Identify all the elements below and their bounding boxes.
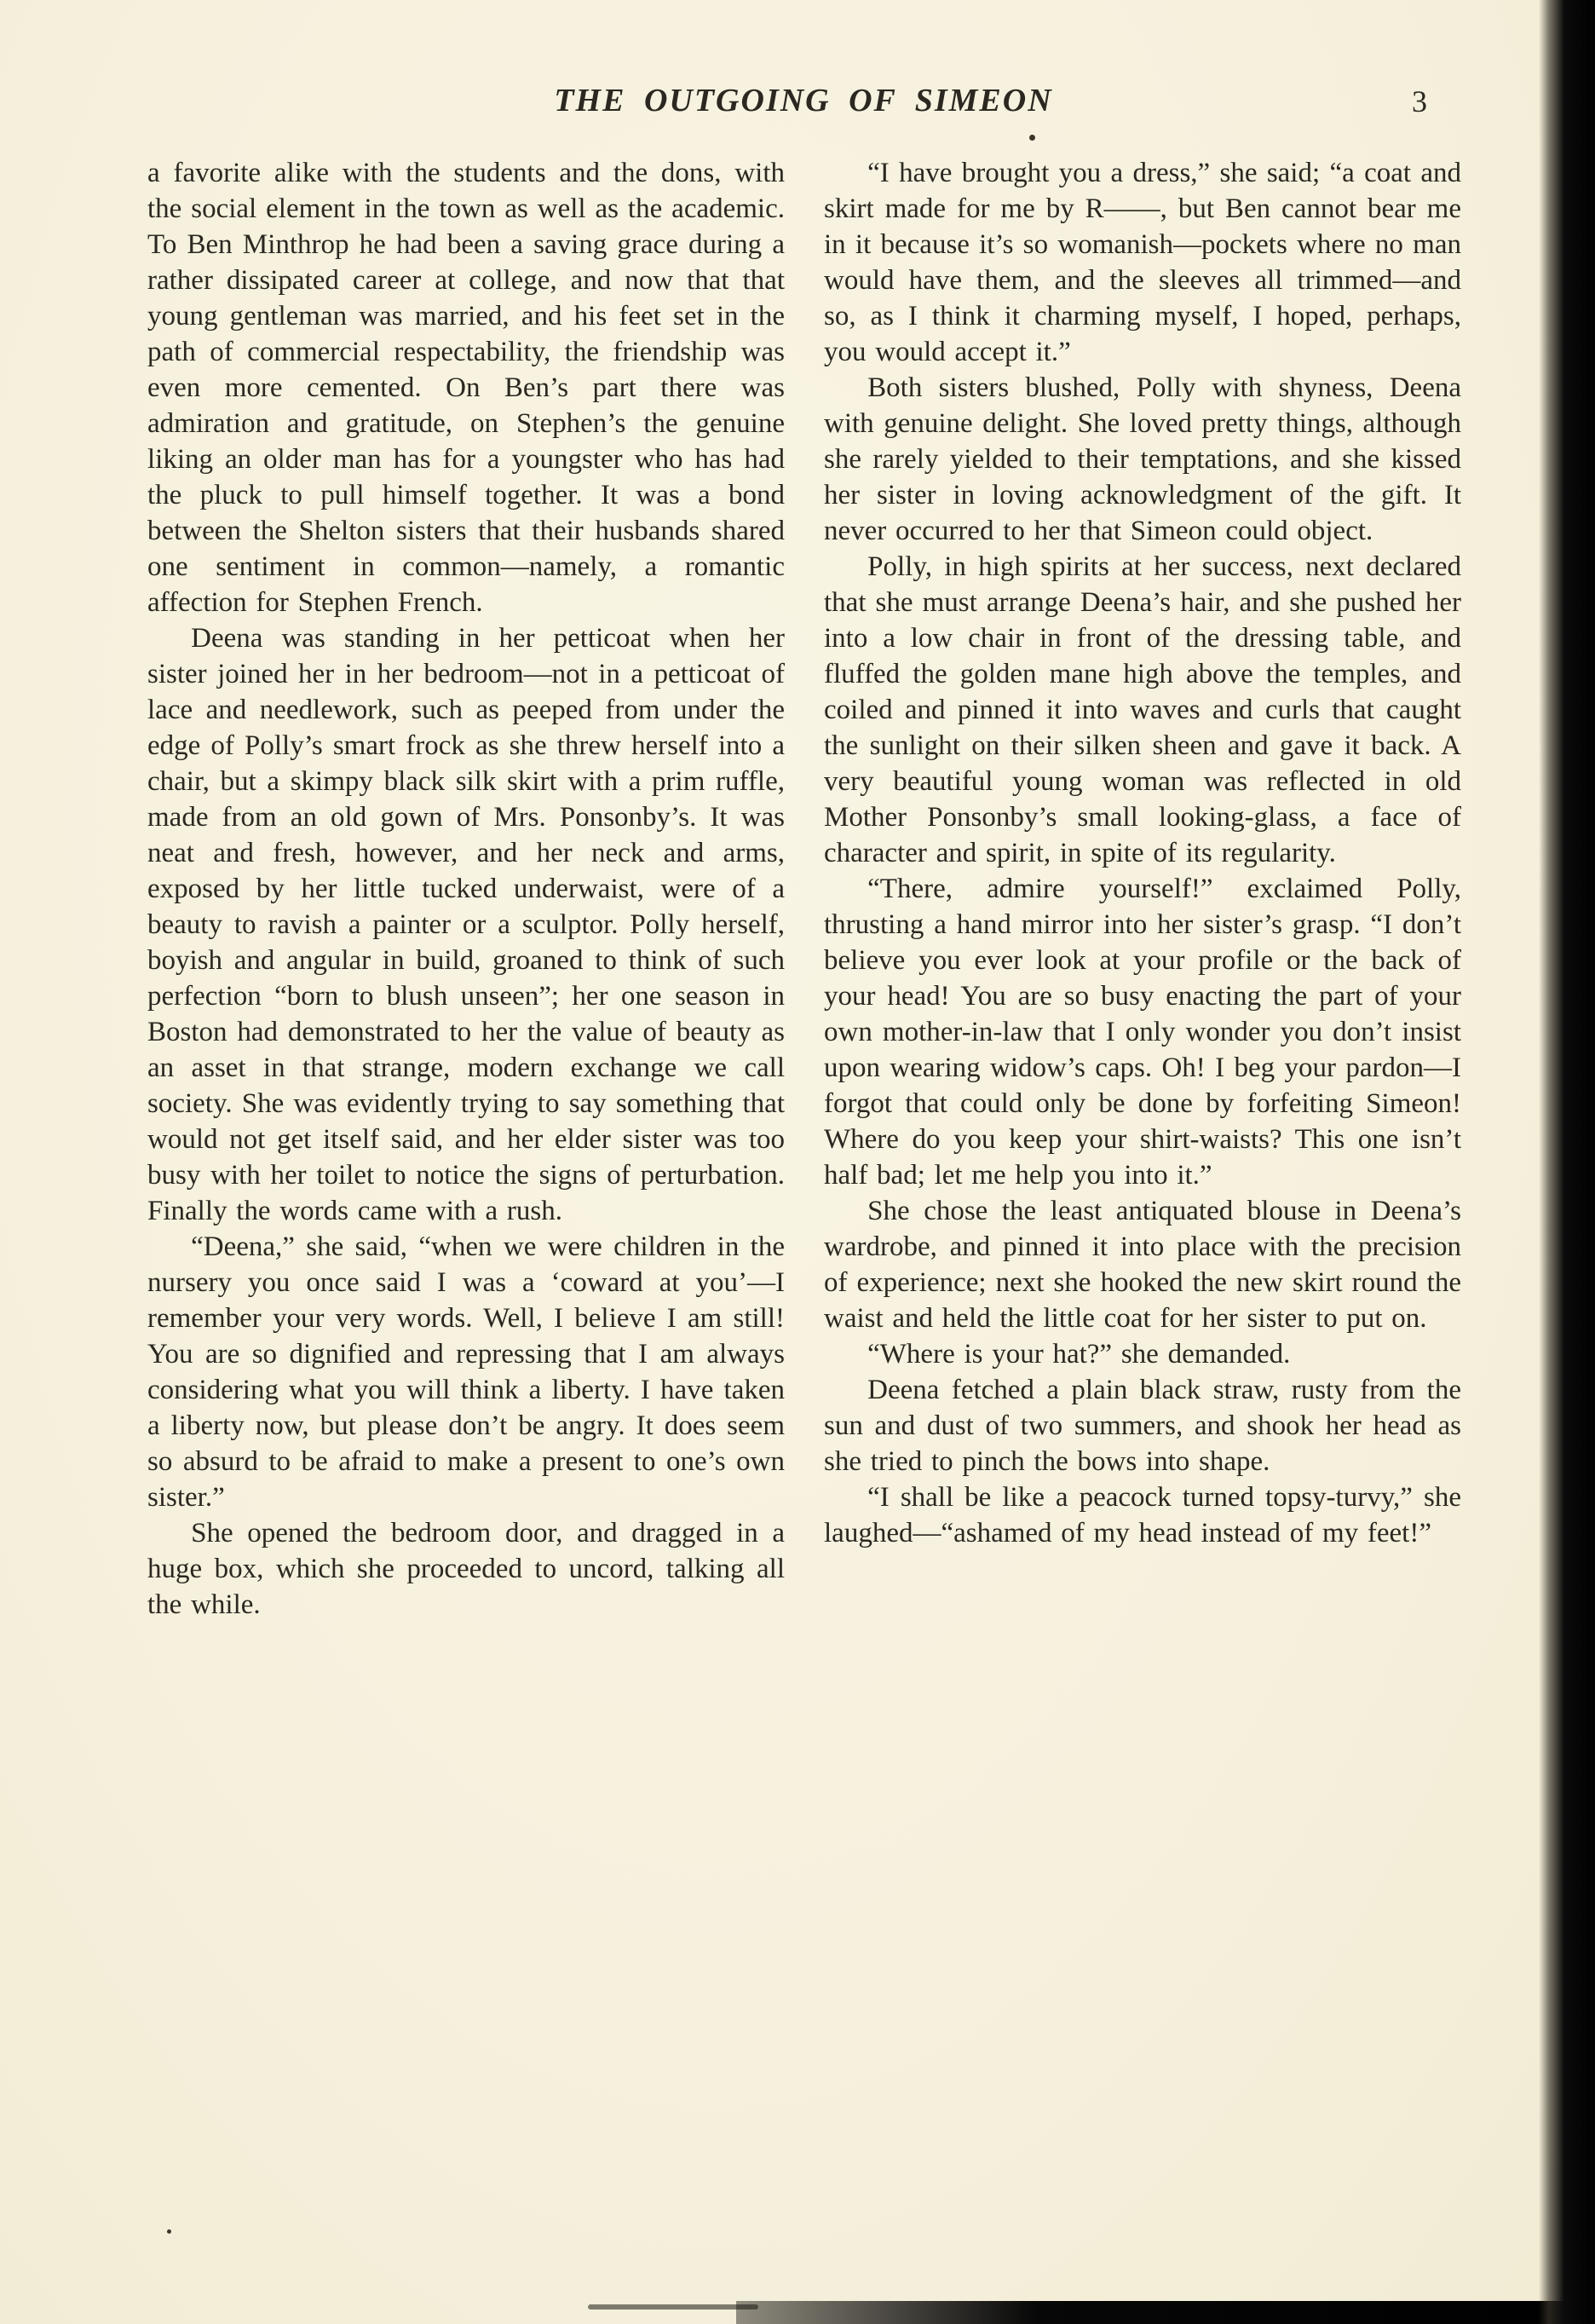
paragraph: She opened the bedroom door, and dragged in a huge box, which she proceeded to uncord, talking all the while. bbox=[147, 1518, 785, 1620]
paragraph: “Deena,” she said, “when we were children in the nursery you once said I was a ‘coward at you’—I remember your very words. Well, I believe I am still! You are so dignified and repressing that I am always considering what you will think a liberty. I have taken a liberty now, but please don’t be angry. It does seem so absurd to be afraid to make a present to one’s own sister.” bbox=[147, 1231, 785, 1513]
right-column bbox=[824, 155, 1461, 1623]
text-columns bbox=[147, 155, 1461, 1623]
scan-edge-bottom bbox=[736, 2301, 1595, 2324]
paragraph: Polly, in high spirits at her success, next declared that she must arrange Deena’s hair, and she pushed her into a low chair in front of the dressing table, and fluffed the golden mane high above the temples, and coiled and pinned it into waves and curls that caught the sunlight on their silken sheen and gave it back. A very beautiful young woman was reflected in old Mother Ponsonby’s small looking-glass, a face of character and spirit, in spite of its regularity. bbox=[824, 551, 1461, 868]
ink-dot-artifact bbox=[1029, 135, 1035, 141]
paragraph: “Where is your hat?” she demanded. bbox=[867, 1339, 1291, 1370]
paragraph: “I shall be like a peacock turned topsy-turvy,” she laughed—“ashamed of my head instead of my feet!” bbox=[824, 1482, 1461, 1548]
scan-edge-right bbox=[1539, 0, 1595, 2324]
page-number: 3 bbox=[1412, 84, 1427, 118]
paragraph: “There, admire yourself!” exclaimed Polly, thrusting a hand mirror into her sister’s grasp. “I don’t believe you ever look at your profile or the back of your head! You are so busy enacting the part of your own mother-in-law that I only wonder you don’t insist upon wearing widow’s caps. Oh! I beg your pardon—I forgot that could only be done by forfeiting Simeon! Where do you keep your shirt-waists? This one isn’t half bad; let me help you into it.” bbox=[824, 874, 1461, 1191]
paragraph: Both sisters blushed, Polly with shyness, Deena with genuine delight. She loved pretty things, although she rarely yielded to their temptations, and she kissed her sister in loving acknowledgment of the gift. It never occurred to her that Simeon could object. bbox=[824, 372, 1461, 546]
page-header bbox=[147, 82, 1460, 133]
page-title: THE OUTGOING OF SIMEON bbox=[554, 83, 1053, 118]
paragraph: “I have brought you a dress,” she said; “a coat and skirt made for me by R——, but Ben cannot bear me in it because it’s so womanish—pockets where no man would have them, and the sleeves all trimmed—and so, as I think it charming myself, I hoped, perhaps, you would accept it.” bbox=[824, 158, 1461, 367]
scan-edge-shadow bbox=[588, 2304, 758, 2310]
ink-dot-artifact bbox=[167, 2229, 171, 2234]
paragraph: a favorite alike with the students and the dons, with the social element in the town as well as the academic. To Ben Minthrop he had been a saving grace during a rather dissipated career at college, and now that that young gentleman was married, and his feet set in the path of commercial respectability, the friendship was even more cemented. On Ben’s part there was admiration and gratitude, on Stephen’s the genuine liking an older man has for a youngster who has had the pluck to pull himself together. It was a bond between the Shelton sisters that their husbands shared one sentiment in common—namely, a romantic affection for Stephen French. bbox=[147, 158, 785, 618]
paragraph: She chose the least antiquated blouse in Deena’s wardrobe, and pinned it into place with the precision of experience; next she hooked the new skirt round the waist and held the little coat for her sister to put on. bbox=[824, 1196, 1461, 1334]
paragraph: Deena fetched a plain black straw, rusty from the sun and dust of two summers, and shook her head as she tried to pinch the bows into shape. bbox=[824, 1375, 1461, 1477]
paragraph: Deena was standing in her petticoat when her sister joined her in her bedroom—not in a petticoat of lace and needlework, such as peeped from under the edge of Polly’s smart frock as she threw herself into a chair, but a skimpy black silk skirt with a prim ruffle, made from an old gown of Mrs. Ponsonby’s. It was neat and fresh, however, and her neck and arms, exposed by her little tucked underwaist, were of a beauty to ravish a painter or a sculptor. Polly herself, boyish and angular in build, groaned to think of such perfection “born to blush unseen”; her one season in Boston had demonstrated to her the value of beauty as an asset in that strange, modern exchange we call society. She was evidently trying to say something that would not get itself said, and her elder sister was too busy with her toilet to notice the signs of perturbation. Finally the words came with a rush. bbox=[147, 623, 785, 1226]
left-column bbox=[147, 155, 785, 1623]
